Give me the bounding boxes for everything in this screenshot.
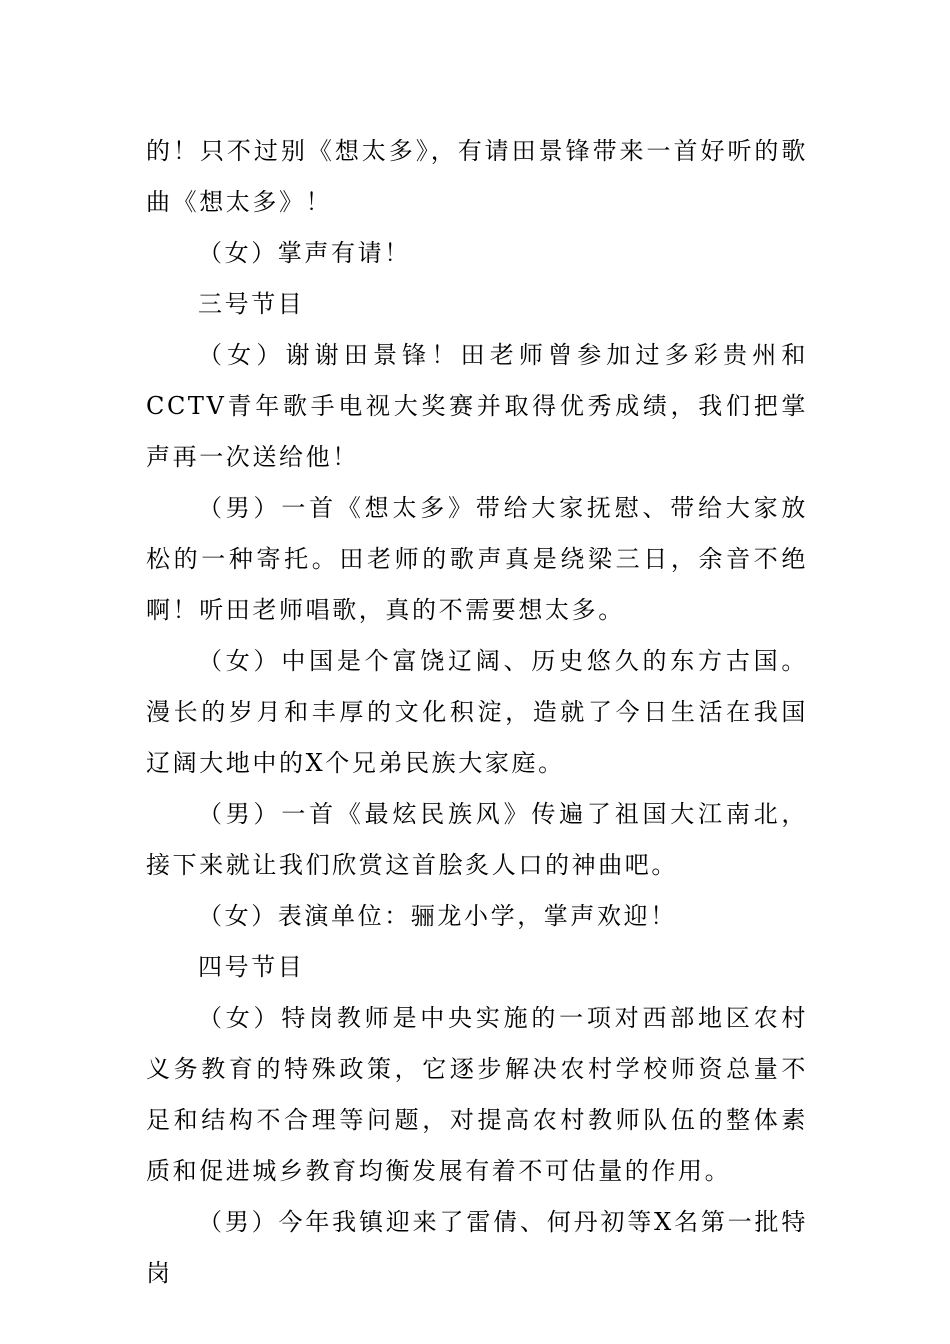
continuation-paragraph: 的！只不过别《想太多》，有请田景锋带来一首好听的歌曲《想太多》！ (146, 137, 808, 216)
document-body (146, 126, 808, 1299)
section-heading-program-3: 三号节目 (198, 290, 305, 318)
paragraph-performer-unit: （女）表演单位：骊龙小学，掌声欢迎！ (198, 902, 677, 930)
paragraph-song-comfort: （男）一首《想太多》带给大家抚慰、带给大家放松的一种寄托。田老师的歌声真是绕梁三日，余音不绝啊！听田老师唱歌，真的不需要想太多。 (146, 494, 808, 624)
paragraph-special-teachers: （女）特岗教师是中央实施的一项对西部地区农村义务教育的特殊政策，它逐步解决农村学校师资总量不足和结构不合理等问题，对提高农村教师队伍的整体素质和促进城乡教育均衡发展有着不可估量的作用。 (146, 1004, 808, 1185)
paragraph-thanks-tian: （女）谢谢田景锋！田老师曾参加过多彩贵州和CCTV青年歌手电视大奖赛并取得优秀成绩，我们把掌声再一次送给他！ (146, 341, 808, 471)
paragraph-town-teachers: （男）今年我镇迎来了雷倩、何丹初等X名第一批特岗 (146, 1208, 808, 1287)
paragraph-ethnic-song: （男）一首《最炫民族风》传遍了祖国大江南北，接下来就让我们欣赏这首脍炙人口的神曲吧。 (146, 800, 808, 879)
paragraph-china-intro: （女）中国是个富饶辽阔、历史悠久的东方古国。漫长的岁月和丰厚的文化积淀，造就了今日生活在我国辽阔大地中的X个兄弟民族大家庭。 (146, 647, 808, 777)
paragraph-applause-invite: （女）掌声有请！ (198, 239, 411, 267)
section-heading-program-4: 四号节目 (198, 953, 305, 981)
